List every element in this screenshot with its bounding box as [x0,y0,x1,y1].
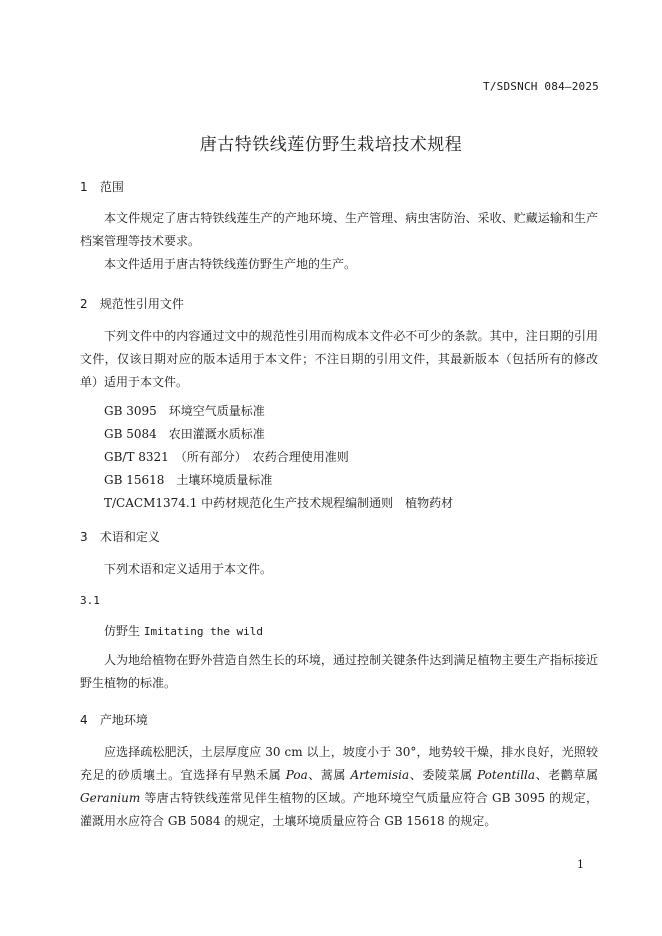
section-1-paragraph-2: 本文件适用于唐古特铁线莲仿野生产地的生产。 [104,257,357,271]
document-title: 唐古特铁线莲仿野生栽培技术规程 [199,135,463,155]
reference-item: T/CACM1374.1 中药材规范化生产技术规程编制通则 植物药材 [104,496,454,510]
section-4-paragraph-1 [80,741,598,833]
genus-name: Poa [285,768,308,782]
section-3-paragraph-1: 下列术语和定义适用于本文件。 [104,562,273,576]
reference-item: GB 15618 土壤环境质量标准 [104,473,273,487]
section-2-paragraph-1: 下列文件中的内容通过文中的规范性引用而构成本文件必不可少的条款。其中，注日期的引用文件，仅该日期对应的版本适用于本文件；不注日期的引用文件，其最新版本（包括所有的修改单）适用于本文件。 [80,329,598,389]
genus-name: Geranium [80,791,141,805]
term-english: Imitating the wild [143,625,264,638]
text-span: 应选择疏松肥沃，土层厚度应 30 cm 以上，坡度小于 30°，地势较干燥，排水良好，光照较充足的砂质壤土。宜选择有早熟禾属 [80,745,598,782]
term-definition: 人为地给植物在野外营造自然生长的环境，通过控制关键条件达到满足植物主要生产指标接近野生植物的标准。 [80,653,598,690]
section-4-title: 产地环境 [99,713,148,727]
term-chinese: 仿野生 [104,624,141,638]
text-span: 、老鹳草属 [535,768,598,782]
text-span: 、蒿属 [307,768,351,782]
genus-name: Potentilla [477,768,536,782]
text-span: 、委陵菜属 [409,768,478,782]
section-1-number: 1 [80,180,88,194]
reference-item: GB 5084 农田灌溉水质标准 [104,427,265,441]
section-2-title: 规范性引用文件 [99,297,184,311]
document-code: T/SDSNCH 084—2025 [483,80,599,93]
section-4-heading [80,711,148,728]
reference-item: GB 3095 环境空气质量标准 [104,404,265,418]
section-1-paragraph-1: 本文件规定了唐古特铁线莲生产的产地环境、生产管理、病虫害防治、采收、贮藏运输和生产档案管理等技术要求。 [80,211,598,248]
section-1-title: 范围 [99,180,124,194]
subsection-3-1-number: 3.1 [80,594,100,607]
section-1-heading [80,178,124,195]
section-2-number: 2 [80,297,88,311]
page-number: 1 [577,858,584,871]
reference-item: GB/T 8321 （所有部分） 农药合理使用准则 [104,450,349,464]
term-entry [104,622,263,639]
text-span: 等唐古特铁线莲常见伴生植物的区域。产地环境空气质量应符合 GB 3095 的规定，灌溉用水应符合 GB 5084 的规定，土壤环境质量应符合 GB 15618 的规定。 [80,791,598,828]
genus-name: Artemisia [350,768,410,782]
section-3-title: 术语和定义 [99,530,160,544]
section-2-heading [80,295,184,312]
section-3-heading [80,528,160,545]
section-4-number: 4 [80,713,88,727]
section-3-number: 3 [80,530,88,544]
